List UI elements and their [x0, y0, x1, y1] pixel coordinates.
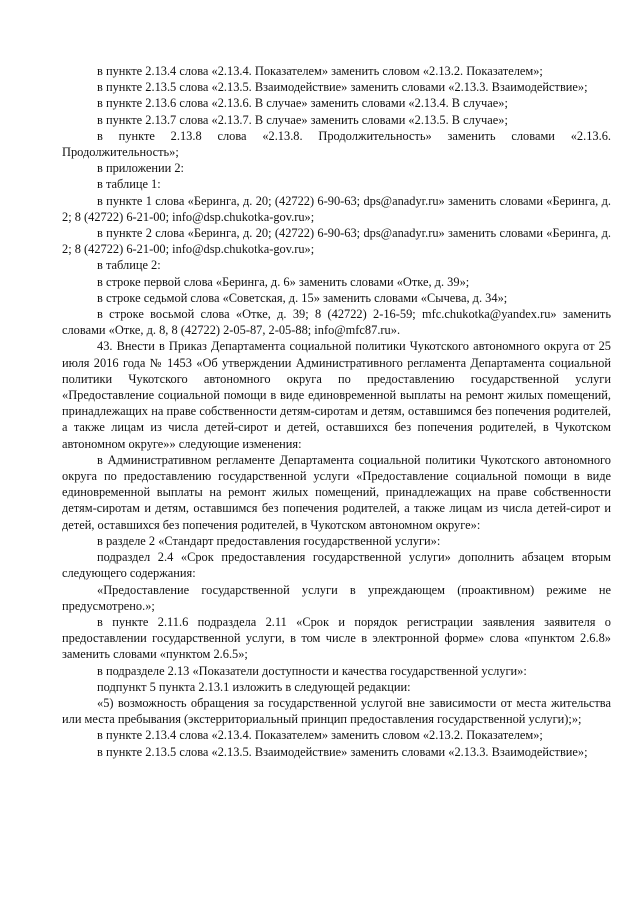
- paragraph: в строке седьмой слова «Советская, д. 15» заменить словами «Сычева, д. 34»;: [97, 290, 508, 305]
- paragraph: в пункте 2.13.4 слова «2.13.4. Показателем» заменить словом «2.13.2. Показателем»;: [97, 64, 543, 78]
- paragraph: подраздел 2.4 «Срок предоставления государственной услуги» дополнить абзацем вторым следующего содержания:: [62, 550, 611, 581]
- paragraph: в приложении 2:: [97, 161, 185, 176]
- paragraph: в строке первой слова «Беринга, д. 6» заменить словами «Отке, д. 39»;: [97, 274, 470, 289]
- paragraph: в пункте 2.13.4 слова «2.13.4. Показателем» заменить словом «2.13.2. Показателем»;: [97, 728, 543, 743]
- paragraph: в пункте 2.13.7 слова «2.13.7. В случае» заменить словами «2.13.5. В случае»;: [97, 112, 508, 127]
- paragraph: в разделе 2 «Стандарт предоставления государственной услуги»:: [97, 533, 441, 548]
- paragraph: «5) возможность обращения за государственной услугой вне зависимости от места жительства или места пребывания (экстерриториальный принцип предоставления государственной услуги);»;: [62, 695, 611, 727]
- paragraph: в строке восьмой слова «Отке, д. 39; 8 (42722) 2-16-59; mfc.chukotka@yandex.ru» заменить словами «Отке, д. 8, 8 (42722) 2-05-87, 2-05-88; info@mfc87.ru».: [62, 307, 611, 338]
- paragraph: в пункте 2.13.5 слова «2.13.5. Взаимодействие» заменить словами «2.13.3. Взаимодействие»;: [97, 80, 588, 95]
- paragraph: в пункте 2 слова «Беринга, д. 20; (42722) 6-90-63; dps@anadyr.ru» заменить словами «Беринга, д. 2; 8 (42722) 6-21-00; info@dsp.chukotka-gov.ru»;: [62, 226, 611, 257]
- paragraph: в пункте 2.13.8 слова «2.13.8. Продолжительность» заменить словами «2.13.6. Продолжительность»;: [62, 128, 611, 160]
- paragraph: «Предоставление государственной услуги в упреждающем (проактивном) режиме не предусмотрено.»;: [62, 582, 611, 613]
- paragraph: в Административном регламенте Департамента социальной политики Чукотского автономного округа по предоставлению государственной услуги «Предоставление социальной помощи в виде единовременной выплаты на ремонт жилых помещений, принадлежащих на праве собственности детям-сиротам и детям, оставшимся без попечения родителей, а также лицам из числа детей-сирот и детей, оставшихся без попечения родителей, в Чукотском автономном округе»:: [62, 452, 611, 532]
- paragraph: в таблице 1:: [97, 177, 161, 192]
- paragraph: 43. Внести в Приказ Департамента социальной политики Чукотского автономного округа от 25 июля 2016 года № 1453 «Об утверждении Административного регламента Департамента социальной политики Чукотского автономного округа по предоставлению государственной услуги «Предоставление социальной помощи в виде единовременной выплаты на ремонт жилых помещений, принадлежащих на праве собственности детям-сиротам и детям, оставшимся без попечения родителей, а также лицам из числа детей-сирот и детей, оставшихся без попечения родителей, в Чукотском автономном округе»» следующие изменения:: [62, 339, 611, 451]
- paragraph: в пункте 2.11.6 подраздела 2.11 «Срок и порядок регистрации заявления заявителя о предоставлении государственной услуги, в том числе в электронной форме» слова «пунктом 2.6.8» заменить словами «пунктом 2.6.5»;: [62, 614, 611, 662]
- document-page: [62, 63, 611, 760]
- paragraph: в пункте 2.13.6 слова «2.13.6. В случае» заменить словами «2.13.4. В случае»;: [97, 96, 508, 111]
- paragraph: в пункте 2.13.5 слова «2.13.5. Взаимодействие» заменить словами «2.13.3. Взаимодействие»;: [97, 744, 588, 759]
- paragraph: в таблице 2:: [97, 258, 161, 273]
- paragraph: в пункте 1 слова «Беринга, д. 20; (42722) 6-90-63; dps@anadyr.ru» заменить словами «Беринга, д. 2; 8 (42722) 6-21-00; info@dsp.chukotka-gov.ru»;: [62, 193, 611, 224]
- paragraph: в подразделе 2.13 «Показатели доступности и качества государственной услуги»:: [97, 663, 527, 678]
- paragraph: подпункт 5 пункта 2.13.1 изложить в следующей редакции:: [97, 679, 411, 694]
